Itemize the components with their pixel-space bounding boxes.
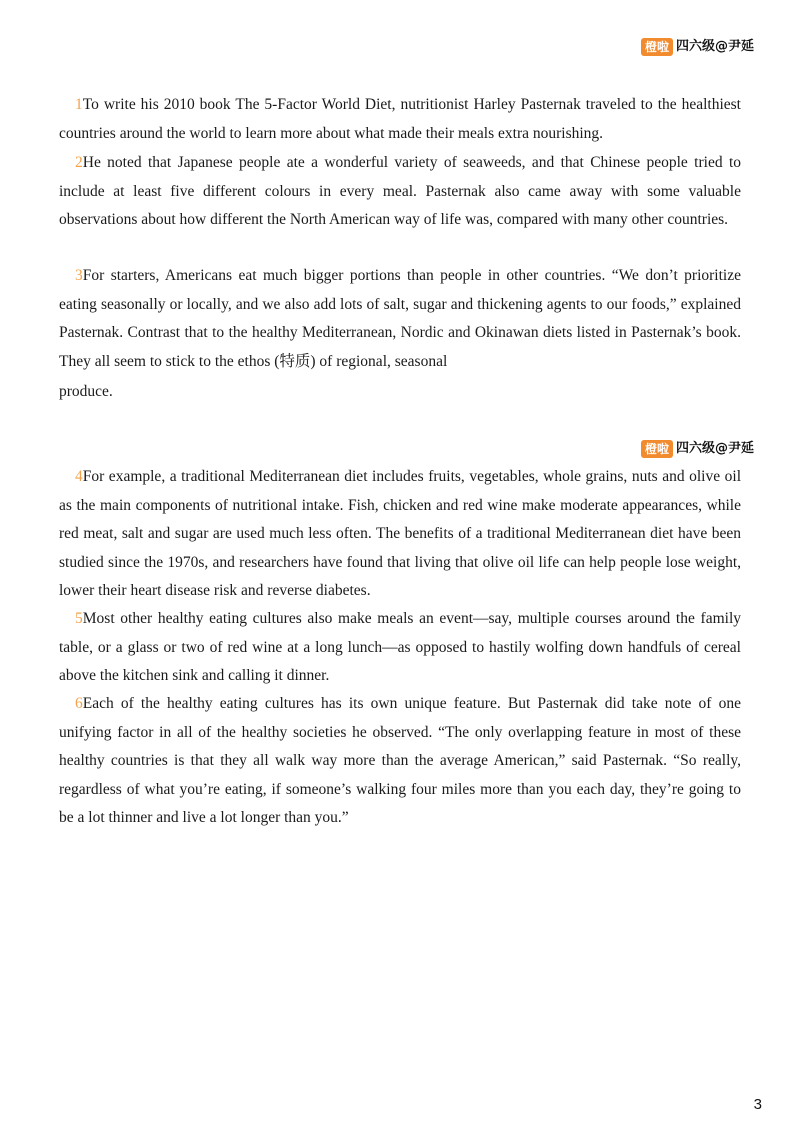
watermark-text: 四六级@尹延 [675, 39, 754, 54]
paragraph-text-tail: produce. [59, 383, 113, 401]
watermark-top [641, 38, 754, 56]
paragraph-text: Most other healthy eating cultures also make meals an event—say, multiple courses around the family table, or a glass or two of red wine at a long lunch—as opposed to hastily wolfing down handfuls of cereal above the kitchen sink and calling it dinner. [59, 610, 741, 685]
watermark-middle [641, 440, 754, 458]
paragraph-text: For starters, Americans eat much bigger portions than people in other countries. “We don’t prioritize eating seasonally or locally, and we also add lots of salt, sugar and thickening agents to our foods,” explained Pasternak. Contrast that to the healthy Mediterranean, Nordic and Okinawan diets listed in Pasternak’s book. They all seem to stick to the ethos (特质) of regional, seasonal [59, 267, 741, 370]
paragraph-text: To write his 2010 book The 5-Factor World Diet, nutritionist Harley Pasternak traveled to the healthiest countries around the world to learn more about what made their meals extra nourishing. [59, 96, 741, 142]
brand-logo: 橙啦 [641, 38, 673, 56]
paragraph-6 [59, 690, 741, 833]
paragraph-text: For example, a traditional Mediterranean diet includes fruits, vegetables, whole grains, nuts and olive oil as the main components of nutritional intake. Fish, chicken and red wine make moderate appearances, while red meat, salt and sugar are used much less often. The benefits of a traditional Mediterranean diet have been studied since the 1970s, and researchers have found that living that olive oil life can help people lose weight, lower their heart disease risk and reverse diabetes. [59, 468, 741, 600]
paragraph-number: 6 [75, 695, 83, 712]
paragraph-1 [59, 91, 741, 148]
paragraph-4 [59, 463, 741, 606]
paragraph-5 [59, 605, 741, 691]
paragraph-number: 2 [75, 154, 83, 171]
paragraph-2 [59, 149, 741, 235]
page-number: 3 [753, 1096, 762, 1113]
paragraph-number: 1 [75, 96, 83, 113]
paragraph-text: He noted that Japanese people ate a wonderful variety of seaweeds, and that Chinese people tried to include at least five different colours in every meal. Pasternak also came away with some valuable observations about how different the North American way of life was, compared with many other countries. [59, 154, 741, 229]
paragraph-text: Each of the healthy eating cultures has its own unique feature. But Pasternak did take note of one unifying factor in all of the healthy societies he observed. “The only overlapping feature in most of these healthy countries is that they all walk way more than the average American,” said Pasternak. “So really, regardless of what you’re eating, if someone’s walking four miles more than you each day, they’re going to be a lot thinner and live a lot longer than you.” [59, 695, 741, 827]
watermark-text: 四六级@尹延 [675, 441, 754, 456]
paragraph-number: 3 [75, 267, 83, 284]
paragraph-3 [59, 262, 741, 407]
brand-logo: 橙啦 [641, 440, 673, 458]
paragraph-number: 5 [75, 610, 83, 627]
paragraph-number: 4 [75, 468, 83, 485]
